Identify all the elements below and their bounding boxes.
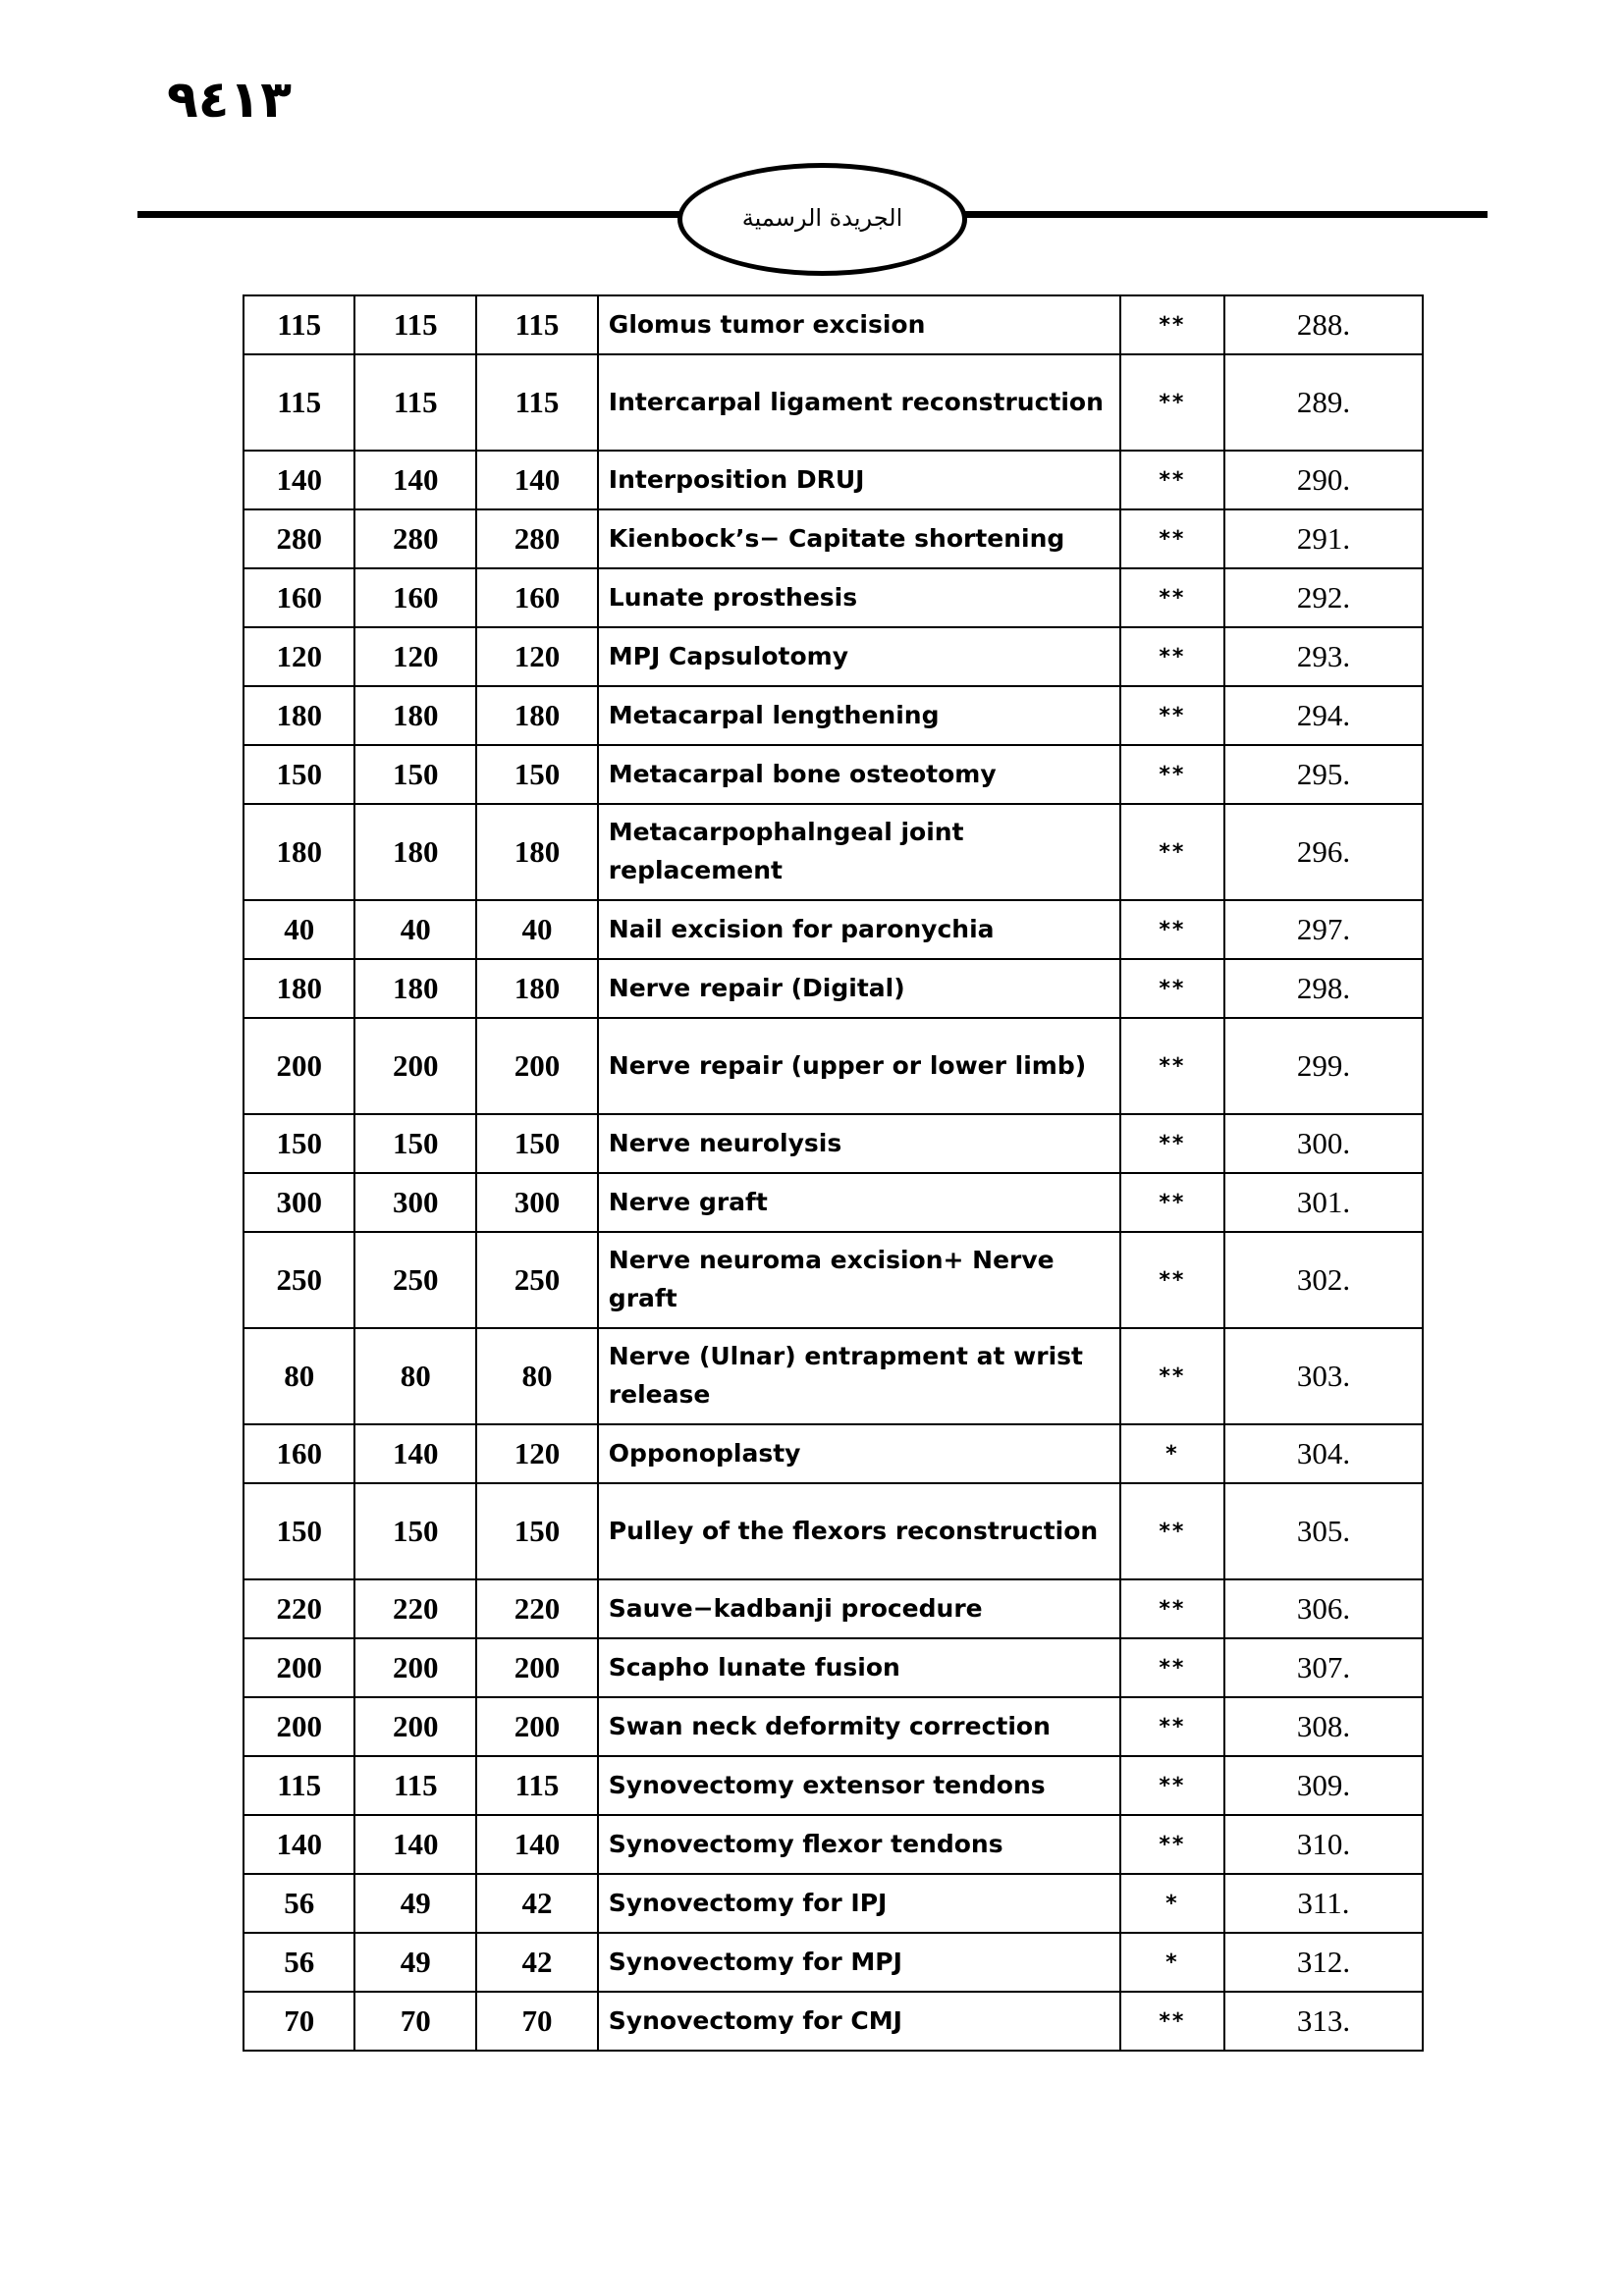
cell-value-3: 220 (476, 1579, 598, 1638)
cell-value-2: 115 (354, 354, 476, 451)
cell-value-3: 300 (476, 1173, 598, 1232)
cell-star-marker: ** (1120, 1579, 1224, 1638)
cell-value-1: 115 (244, 354, 354, 451)
cell-value-1: 180 (244, 804, 354, 900)
cell-star-marker: ** (1120, 1018, 1224, 1114)
cell-procedure-name: Glomus tumor excision (598, 295, 1120, 354)
cell-value-3: 120 (476, 627, 598, 686)
cell-item-number: 311. (1224, 1874, 1423, 1933)
cell-value-1: 56 (244, 1874, 354, 1933)
cell-star-marker: ** (1120, 1328, 1224, 1424)
cell-star-marker: ** (1120, 686, 1224, 745)
cell-star-marker: * (1120, 1874, 1224, 1933)
cell-star-marker: ** (1120, 295, 1224, 354)
cell-star-marker: ** (1120, 1815, 1224, 1874)
cell-value-3: 180 (476, 804, 598, 900)
cell-procedure-name: Synovectomy extensor tendons (598, 1756, 1120, 1815)
cell-value-1: 140 (244, 451, 354, 509)
cell-value-2: 280 (354, 509, 476, 568)
table-row (244, 686, 1423, 745)
table-row (244, 1815, 1423, 1874)
cell-item-number: 301. (1224, 1173, 1423, 1232)
cell-star-marker: ** (1120, 568, 1224, 627)
cell-value-3: 200 (476, 1018, 598, 1114)
cell-value-1: 80 (244, 1328, 354, 1424)
cell-value-3: 180 (476, 686, 598, 745)
cell-procedure-name: Scapho lunate fusion (598, 1638, 1120, 1697)
cell-item-number: 297. (1224, 900, 1423, 959)
cell-item-number: 291. (1224, 509, 1423, 568)
cell-procedure-name: Synovectomy for MPJ (598, 1933, 1120, 1992)
cell-procedure-name: Kienbock’s− Capitate shortening (598, 509, 1120, 568)
cell-value-2: 300 (354, 1173, 476, 1232)
cell-item-number: 306. (1224, 1579, 1423, 1638)
cell-value-3: 115 (476, 354, 598, 451)
table-row (244, 1874, 1423, 1933)
cell-value-1: 70 (244, 1992, 354, 2051)
cell-star-marker: ** (1120, 1483, 1224, 1579)
cell-star-marker: ** (1120, 1756, 1224, 1815)
cell-value-2: 40 (354, 900, 476, 959)
cell-value-2: 140 (354, 451, 476, 509)
table-row (244, 1328, 1423, 1424)
cell-procedure-name: Synovectomy flexor tendons (598, 1815, 1120, 1874)
cell-item-number: 313. (1224, 1992, 1423, 2051)
cell-procedure-name: Nail excision for paronychia (598, 900, 1120, 959)
masthead-text: الجريدة الرسمية (741, 203, 903, 232)
cell-item-number: 290. (1224, 451, 1423, 509)
cell-value-2: 49 (354, 1874, 476, 1933)
cell-procedure-name: Intercarpal ligament reconstruction (598, 354, 1120, 451)
cell-value-3: 80 (476, 1328, 598, 1424)
cell-value-2: 150 (354, 745, 476, 804)
cell-value-3: 42 (476, 1874, 598, 1933)
cell-procedure-name: Metacarpal lengthening (598, 686, 1120, 745)
cell-star-marker: ** (1120, 1992, 1224, 2051)
cell-value-2: 49 (354, 1933, 476, 1992)
cell-procedure-name: Nerve repair (upper or lower limb) (598, 1018, 1120, 1114)
cell-value-1: 200 (244, 1697, 354, 1756)
cell-value-3: 70 (476, 1992, 598, 2051)
cell-value-2: 120 (354, 627, 476, 686)
cell-star-marker: ** (1120, 1173, 1224, 1232)
cell-item-number: 302. (1224, 1232, 1423, 1328)
table-row (244, 627, 1423, 686)
table-row (244, 745, 1423, 804)
cell-procedure-name: Sauve−kadbanji procedure (598, 1579, 1120, 1638)
table-row (244, 1483, 1423, 1579)
cell-value-2: 140 (354, 1424, 476, 1483)
cell-value-1: 150 (244, 745, 354, 804)
table-row (244, 568, 1423, 627)
cell-star-marker: ** (1120, 509, 1224, 568)
cell-value-2: 200 (354, 1638, 476, 1697)
cell-value-2: 115 (354, 1756, 476, 1815)
table-row (244, 1579, 1423, 1638)
cell-value-3: 40 (476, 900, 598, 959)
cell-value-3: 200 (476, 1638, 598, 1697)
table-row (244, 354, 1423, 451)
price-table (243, 294, 1424, 2052)
cell-value-3: 120 (476, 1424, 598, 1483)
cell-star-marker: ** (1120, 1114, 1224, 1173)
table-row (244, 1756, 1423, 1815)
cell-item-number: 295. (1224, 745, 1423, 804)
table-row (244, 1933, 1423, 1992)
cell-procedure-name: Synovectomy for CMJ (598, 1992, 1120, 2051)
cell-star-marker: ** (1120, 900, 1224, 959)
cell-star-marker: ** (1120, 451, 1224, 509)
cell-value-2: 220 (354, 1579, 476, 1638)
cell-procedure-name: Metacarpal bone osteotomy (598, 745, 1120, 804)
cell-value-1: 56 (244, 1933, 354, 1992)
cell-item-number: 288. (1224, 295, 1423, 354)
table-row (244, 1992, 1423, 2051)
cell-item-number: 296. (1224, 804, 1423, 900)
cell-procedure-name: Lunate prosthesis (598, 568, 1120, 627)
cell-item-number: 305. (1224, 1483, 1423, 1579)
cell-item-number: 298. (1224, 959, 1423, 1018)
cell-value-3: 150 (476, 1114, 598, 1173)
cell-value-2: 70 (354, 1992, 476, 2051)
cell-item-number: 300. (1224, 1114, 1423, 1173)
cell-item-number: 293. (1224, 627, 1423, 686)
table-row (244, 1424, 1423, 1483)
cell-procedure-name: Interposition DRUJ (598, 451, 1120, 509)
cell-item-number: 303. (1224, 1328, 1423, 1424)
page-number: ٣١٤٩ (167, 71, 292, 130)
cell-item-number: 289. (1224, 354, 1423, 451)
masthead-oval (677, 163, 967, 276)
cell-value-3: 180 (476, 959, 598, 1018)
cell-procedure-name: Nerve neurolysis (598, 1114, 1120, 1173)
cell-value-3: 150 (476, 1483, 598, 1579)
cell-value-2: 150 (354, 1483, 476, 1579)
cell-star-marker: ** (1120, 959, 1224, 1018)
cell-star-marker: ** (1120, 1697, 1224, 1756)
cell-value-1: 160 (244, 1424, 354, 1483)
table-row (244, 1114, 1423, 1173)
cell-procedure-name: Metacarpophalngeal joint replacement (598, 804, 1120, 900)
cell-value-3: 250 (476, 1232, 598, 1328)
cell-value-3: 140 (476, 451, 598, 509)
cell-value-1: 250 (244, 1232, 354, 1328)
cell-value-1: 115 (244, 295, 354, 354)
cell-value-1: 200 (244, 1018, 354, 1114)
cell-value-2: 180 (354, 686, 476, 745)
cell-value-2: 180 (354, 959, 476, 1018)
cell-value-1: 40 (244, 900, 354, 959)
cell-value-3: 115 (476, 295, 598, 354)
cell-star-marker: * (1120, 1424, 1224, 1483)
cell-star-marker: ** (1120, 1638, 1224, 1697)
cell-procedure-name: MPJ Capsulotomy (598, 627, 1120, 686)
cell-value-2: 150 (354, 1114, 476, 1173)
cell-item-number: 304. (1224, 1424, 1423, 1483)
table-row (244, 451, 1423, 509)
cell-value-1: 180 (244, 959, 354, 1018)
cell-star-marker: * (1120, 1933, 1224, 1992)
cell-procedure-name: Opponoplasty (598, 1424, 1120, 1483)
cell-procedure-name: Nerve repair (Digital) (598, 959, 1120, 1018)
cell-value-2: 200 (354, 1697, 476, 1756)
table-row (244, 804, 1423, 900)
cell-value-1: 280 (244, 509, 354, 568)
cell-procedure-name: Swan neck deformity correction (598, 1697, 1120, 1756)
cell-star-marker: ** (1120, 1232, 1224, 1328)
cell-value-3: 160 (476, 568, 598, 627)
cell-value-3: 42 (476, 1933, 598, 1992)
cell-star-marker: ** (1120, 804, 1224, 900)
cell-star-marker: ** (1120, 627, 1224, 686)
cell-value-1: 120 (244, 627, 354, 686)
table-row (244, 959, 1423, 1018)
cell-item-number: 294. (1224, 686, 1423, 745)
cell-value-3: 280 (476, 509, 598, 568)
cell-item-number: 309. (1224, 1756, 1423, 1815)
cell-item-number: 308. (1224, 1697, 1423, 1756)
cell-value-2: 80 (354, 1328, 476, 1424)
cell-value-2: 115 (354, 295, 476, 354)
table-row (244, 1173, 1423, 1232)
cell-value-1: 150 (244, 1114, 354, 1173)
cell-item-number: 292. (1224, 568, 1423, 627)
cell-value-1: 150 (244, 1483, 354, 1579)
table-row (244, 1232, 1423, 1328)
cell-star-marker: ** (1120, 354, 1224, 451)
cell-procedure-name: Nerve (Ulnar) entrapment at wrist release (598, 1328, 1120, 1424)
cell-star-marker: ** (1120, 745, 1224, 804)
table-row (244, 1638, 1423, 1697)
cell-procedure-name: Pulley of the flexors reconstruction (598, 1483, 1120, 1579)
cell-procedure-name: Synovectomy for IPJ (598, 1874, 1120, 1933)
page-header (0, 0, 1624, 294)
cell-value-3: 150 (476, 745, 598, 804)
price-table-wrapper (243, 294, 1424, 2052)
table-row (244, 295, 1423, 354)
cell-value-2: 250 (354, 1232, 476, 1328)
cell-value-3: 115 (476, 1756, 598, 1815)
table-row (244, 509, 1423, 568)
cell-item-number: 310. (1224, 1815, 1423, 1874)
table-row (244, 900, 1423, 959)
cell-value-3: 140 (476, 1815, 598, 1874)
cell-value-1: 220 (244, 1579, 354, 1638)
table-row (244, 1018, 1423, 1114)
cell-item-number: 299. (1224, 1018, 1423, 1114)
cell-procedure-name: Nerve graft (598, 1173, 1120, 1232)
cell-value-1: 300 (244, 1173, 354, 1232)
cell-procedure-name: Nerve neuroma excision+ Nerve graft (598, 1232, 1120, 1328)
cell-value-3: 200 (476, 1697, 598, 1756)
cell-value-1: 160 (244, 568, 354, 627)
cell-value-2: 160 (354, 568, 476, 627)
cell-value-2: 180 (354, 804, 476, 900)
cell-value-1: 115 (244, 1756, 354, 1815)
cell-value-2: 140 (354, 1815, 476, 1874)
cell-value-1: 140 (244, 1815, 354, 1874)
cell-value-2: 200 (354, 1018, 476, 1114)
cell-value-1: 180 (244, 686, 354, 745)
cell-item-number: 312. (1224, 1933, 1423, 1992)
cell-value-1: 200 (244, 1638, 354, 1697)
table-row (244, 1697, 1423, 1756)
cell-item-number: 307. (1224, 1638, 1423, 1697)
